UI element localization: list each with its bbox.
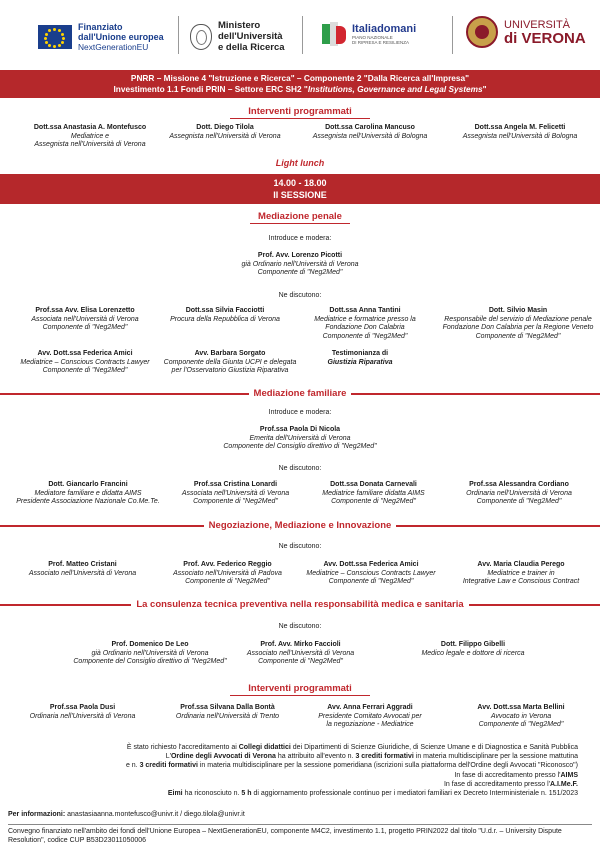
contact-info	[8, 811, 245, 818]
discuss-label: Ne discutono:	[278, 543, 322, 550]
mediazione-familiare-head	[0, 387, 600, 401]
person-card: Prof.ssa Avv. Elisa Lorenzetto Associata nell'Università di Verona Componente di "Neg2Med"	[31, 307, 139, 332]
project-band	[0, 70, 600, 98]
logo-divider	[302, 16, 303, 54]
discuss-label: Ne discutono:	[278, 465, 322, 472]
person-card: Prof.ssa Alessandra Cordiano Ordinaria nell'Università di Verona Componente di "Neg2Med"	[466, 481, 572, 506]
title-underline	[230, 695, 370, 696]
logo-divider	[178, 16, 179, 54]
person-card: Dott.ssa Carolina Mancuso Assegnista nell'Università di Bologna	[312, 124, 428, 140]
eu-line2: dall'Unione europea	[78, 32, 164, 42]
logo-divider	[452, 16, 453, 54]
person-card: Avv. Dott.ssa Marta Bellini Avvocato in Verona Componente di "Neg2Med"	[477, 704, 565, 729]
mur-line1: Ministero	[218, 20, 261, 31]
italiadomani-name: Italiadomani	[352, 23, 417, 35]
band-line2: Investimento 1.1 Fondi PRIN – Settore ERC SH2 "Institutions, Governance and Legal Systems"	[113, 84, 487, 94]
mediazione-familiare-title: Mediazione familiare	[249, 388, 352, 399]
contact-label: Per informazioni:	[8, 811, 66, 818]
italiadomani-sub1: PIANO NAZIONALE	[352, 35, 393, 40]
person-card: Dott. Filippo Gibelli Medico legale e dottore di ricerca	[421, 641, 525, 657]
italiadomani-sub2: DI RIPRESA E RESILIENZA	[352, 40, 410, 45]
title-underline	[250, 223, 350, 224]
accreditation-notes: È stato richiesto l'accreditamento ai Collegi didattici dei Dipartimenti di Scienze Giuridiche, di Scienze Umane e di Diagnostica e Sanità Pubblica L'Ordine degli Avvocati di Verona ha attribuito all'evento n. 3 crediti formativi in materia multidisciplinare per la sessione mattutina e n. 3 crediti formativi in materia multidisciplinare per la sessione pomeridiana (iscrizioni sulla piattaforma dell'Ordine degli Avvocati "Riconosco") In fase di accreditamento presso l'AIMS In fase di accreditamento presso l'A.I.Me.F. Eimi ha riconosciuto n. 5 h di aggiornamento professionale continuo per i mediatori familiari ex Decreto Interministeriale n. 151/2023	[125, 744, 578, 798]
person-card: Dott.ssa Donata Carnevali Mediatrice familiare didatta AIMS Componente di "Neg2Med"	[322, 481, 425, 506]
intro-label: Introduce e modera:	[268, 409, 332, 416]
mur-logo	[190, 20, 285, 53]
consulenza-head	[0, 598, 600, 612]
person-card: Prof.ssa Cristina Lonardi Associata nell'Università di Verona Componente di "Neg2Med"	[181, 481, 290, 506]
italy-flag-icon	[320, 20, 348, 48]
mur-line3: e della Ricerca	[218, 42, 285, 53]
eu-logo	[38, 22, 164, 52]
contact-emails[interactable]: anastasiaanna.montefusco@univr.it / diego.tilola@univr.it	[67, 811, 245, 818]
person-card: Dott.ssa Angela M. Felicetti Assegnista nell'Università di Bologna	[462, 124, 578, 140]
intro-label: Introduce e modera:	[268, 235, 332, 242]
person-card: Avv. Dott.ssa Federica Amici Mediatrice – Conscious Contracts Lawyer Componente di "Neg2Med"	[20, 350, 150, 375]
eu-line3: NextGenerationEU	[78, 42, 149, 52]
light-lunch: Light lunch	[275, 158, 325, 168]
person-card: Testimonianza di Giustizia Riparativa	[327, 350, 393, 366]
consulenza-title: La consulenza tecnica preventiva nella responsabilità medica e sanitaria	[131, 599, 468, 610]
mur-line2: dell'Università	[218, 31, 283, 42]
logo-header	[0, 0, 600, 68]
session-bar	[0, 174, 600, 204]
discuss-label: Ne discutono:	[278, 292, 322, 299]
eu-flag-icon	[38, 25, 72, 49]
session-time: 14.00 - 18.00	[273, 178, 327, 188]
person-card: Dott.ssa Anna Tantini Mediatrice e formatrice presso la Fondazione Don Calabria Componente di "Neg2Med"	[314, 307, 416, 340]
interventi1-title: Interventi programmati	[248, 106, 352, 117]
person-card: Dott. Giancarlo Francini Mediatore familiare e didatta AIMS Presidente Associazione Nazionale Co.Me.Te.	[16, 481, 160, 506]
person-card: Prof. Domenico De Leo già Ordinario nell'Università di Verona Componente del Consiglio direttivo di "Neg2Med"	[73, 641, 227, 666]
moderator-card: Prof. Avv. Lorenzo Picotti già Ordinario nell'Università di Verona Componente di "Neg2Med"	[241, 252, 359, 277]
negoziazione-title: Negoziazione, Mediazione e Innovazione	[204, 520, 397, 531]
person-card: Avv. Maria Claudia Perego Mediatrice e trainer in Integrative Law e Conscious Contract	[462, 561, 580, 586]
moderator-card: Prof.ssa Paola Di Nicola Emerita dell'Università di Verona Componente del Consiglio direttivo di "Neg2Med"	[223, 426, 377, 451]
person-card: Prof.ssa Silvana Dalla Bontà Ordinaria nell'Università di Trento	[175, 704, 280, 720]
italiadomani-logo	[320, 20, 416, 48]
person-card: Prof. Matteo Cristani Associato nell'Università di Verona	[28, 561, 137, 577]
univr-line2: di VERONA	[504, 30, 586, 47]
person-card: Prof.ssa Paola Dusi Ordinaria nell'Università di Verona	[29, 704, 136, 720]
person-card: Prof. Avv. Mirko Faccioli Associato nell'Università di Verona Componente di "Neg2Med"	[246, 641, 355, 666]
republic-emblem-icon	[190, 24, 212, 50]
univr-line1: UNIVERSITÀ	[504, 19, 571, 31]
univr-logo	[466, 16, 586, 48]
eu-line1: Finanziato	[78, 22, 123, 32]
funding-footer: Convegno finanziato nell'ambito dei fondi dell'Unione Europea – NextGenerationEU, componente M4C2, investimento 1.1, progetto PRIN2022 dal titolo "U.d.r. – University Dispute Resolution", codice CUP B53D23011050006	[8, 828, 562, 844]
person-card: Dott. Diego Tilola Assegnista nell'Università di Verona	[169, 124, 281, 140]
interventi2-title: Interventi programmati	[248, 683, 352, 694]
person-card: Avv. Dott.ssa Federica Amici Mediatrice – Conscious Contracts Lawyer Componente di "Neg2Med"	[306, 561, 436, 586]
session-label: II SESSIONE	[273, 190, 327, 200]
mediazione-penale-title: Mediazione penale	[258, 211, 342, 222]
university-seal-icon	[466, 16, 498, 48]
title-underline	[230, 118, 370, 119]
footer-divider	[8, 824, 592, 825]
band-line1: PNRR – Missione 4 "Istruzione e Ricerca" – Componente 2 "Dalla Ricerca all'Impresa"	[130, 73, 470, 83]
person-card: Dott. Silvio Masin Responsabile del servizio di Mediazione penale Fondazione Don Calabria per la Regione Veneto Componente di "Neg2Med"	[442, 307, 594, 340]
negoziazione-head	[0, 519, 600, 533]
person-card: Avv. Barbara Sorgato Componente della Giunta UCPI e delegata per l'Osservatorio Giustizia Riparativa	[163, 350, 297, 375]
person-card: Avv. Anna Ferrari Aggradi Presidente Comitato Avvocati per la negoziazione - Mediatrice	[318, 704, 422, 729]
person-card: Dott.ssa Silvia Facciotti Procura della Repubblica di Verona	[170, 307, 280, 323]
discuss-label: Ne discutono:	[278, 623, 322, 630]
person-card: Prof. Avv. Federico Reggio Associato nell'Università di Padova Componente di "Neg2Med"	[173, 561, 282, 586]
person-card: Dott.ssa Anastasia A. Montefusco Mediatrice e Assegnista nell'Università di Verona	[33, 124, 147, 149]
